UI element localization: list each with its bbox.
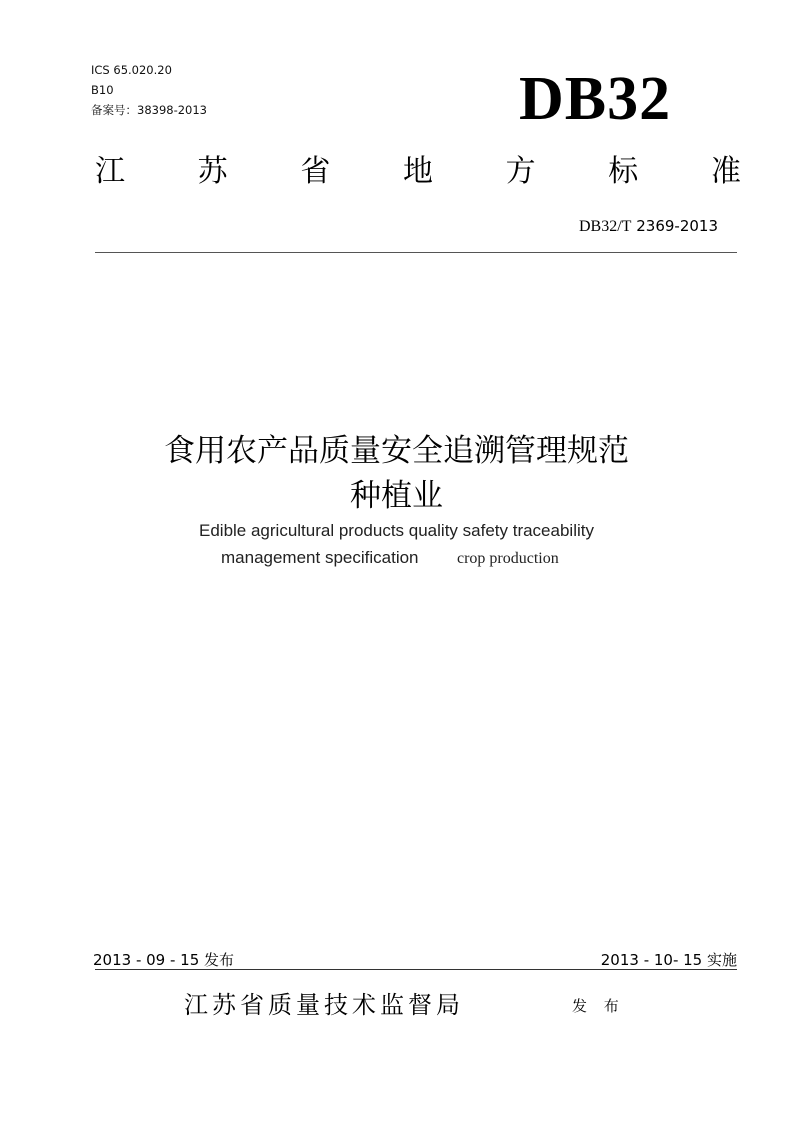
standard-type-title (95, 152, 741, 192)
ics-code: ICS 65.020.20 (91, 63, 172, 77)
standard-type-char: 江 (95, 154, 125, 189)
db32-logo: DB32 (519, 65, 672, 133)
header-divider (95, 252, 737, 253)
title-chinese-line1: 食用农产品质量安全追溯管理规范 (164, 433, 629, 469)
issuing-action: 发 布 (572, 997, 625, 1015)
standard-number (579, 216, 718, 237)
standard-type-char: 准 (710, 154, 741, 189)
record-number: 备案号：38398-2013 (91, 103, 207, 117)
title-english-line1: Edible agricultural products quality safety traceability (199, 521, 594, 540)
issuing-authority: 江苏省质量技术监督局 (184, 991, 464, 1019)
footer-divider (95, 969, 737, 970)
standard-type-char: 方 (505, 154, 536, 189)
standard-number-value: 2369-2013 (636, 217, 718, 235)
implement-date: 2013 - 10- 15 实施 (600, 951, 737, 969)
standard-type-char: 地 (402, 154, 433, 189)
standard-number-prefix: DB32/T (579, 218, 632, 235)
standard-type-char: 标 (608, 154, 639, 189)
publish-date: 2013 - 09 - 15 发布 (93, 951, 235, 969)
title-chinese-line2: 种植业 (350, 478, 443, 514)
ccs-code: B10 (91, 83, 114, 97)
standard-type-char: 省 (300, 154, 331, 189)
title-english-line2: management specification (221, 548, 419, 567)
standard-type-char: 苏 (197, 154, 228, 189)
title-english-part: crop production (457, 550, 559, 567)
